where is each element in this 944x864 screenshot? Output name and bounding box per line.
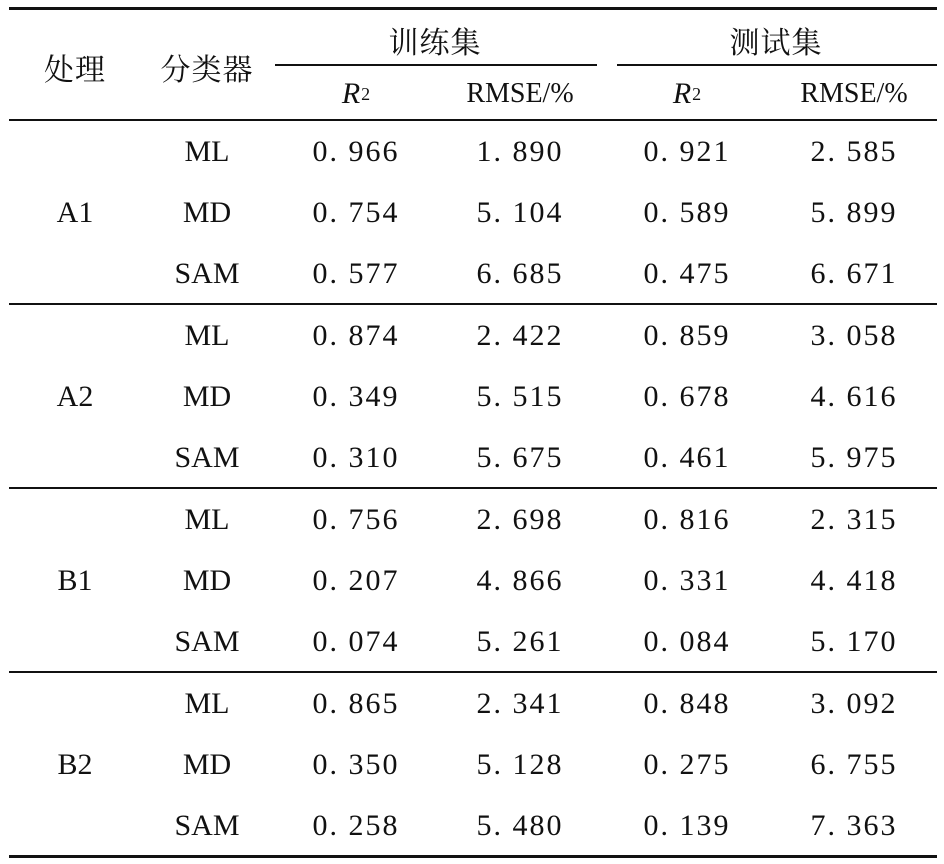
test-rmse-cell: 7. 363 bbox=[810, 809, 898, 843]
test-r2-cell: 0. 859 bbox=[643, 318, 731, 352]
r2-exponent: 2 bbox=[361, 83, 371, 104]
test-rmse-cell: 3. 058 bbox=[810, 318, 898, 352]
classifier-cell: ML bbox=[184, 318, 230, 352]
train-rmse-cell: 4. 866 bbox=[476, 564, 564, 598]
test-rmse-cell: 6. 755 bbox=[810, 748, 898, 782]
test-r2-cell: 0. 921 bbox=[643, 134, 731, 168]
test-rmse-cell: 4. 616 bbox=[810, 380, 898, 414]
train-r2-cell: 0. 258 bbox=[312, 809, 400, 843]
test-rmse-cell: 5. 170 bbox=[810, 625, 898, 659]
train-r2-cell: 0. 577 bbox=[312, 257, 400, 291]
train-r2-cell: 0. 756 bbox=[312, 502, 400, 536]
test-r2-cell: 0. 461 bbox=[643, 441, 731, 475]
classifier-cell: SAM bbox=[174, 441, 240, 475]
test-r2-cell: 0. 275 bbox=[643, 748, 731, 782]
test-r2-cell: 0. 589 bbox=[643, 196, 731, 230]
train-rmse-cell: 2. 341 bbox=[476, 686, 564, 720]
header-test-rmse: RMSE/% bbox=[800, 78, 908, 109]
train-r2-cell: 0. 074 bbox=[312, 625, 400, 659]
test-rmse-cell: 4. 418 bbox=[810, 564, 898, 598]
train-rmse-cell: 1. 890 bbox=[476, 134, 564, 168]
classifier-cell: SAM bbox=[174, 257, 240, 291]
train-rmse-cell: 5. 515 bbox=[476, 380, 564, 414]
header-train-group: 训练集 bbox=[388, 26, 482, 61]
test-r2-cell: 0. 678 bbox=[643, 380, 731, 414]
treatment-cell: B2 bbox=[57, 748, 93, 782]
test-rmse-cell: 5. 975 bbox=[810, 441, 898, 475]
test-r2-cell: 0. 331 bbox=[643, 564, 731, 598]
train-rmse-cell: 5. 128 bbox=[476, 748, 564, 782]
test-rmse-cell: 6. 671 bbox=[810, 257, 898, 291]
test-rmse-cell: 2. 315 bbox=[810, 502, 898, 536]
test-r2-cell: 0. 139 bbox=[643, 809, 731, 843]
test-r2-cell: 0. 848 bbox=[643, 686, 731, 720]
test-r2-cell: 0. 816 bbox=[643, 502, 731, 536]
test-rmse-cell: 5. 899 bbox=[810, 196, 898, 230]
classifier-cell: ML bbox=[184, 502, 230, 536]
classifier-cell: MD bbox=[182, 748, 232, 782]
train-r2-cell: 0. 310 bbox=[312, 441, 400, 475]
header-classifier: 分类器 bbox=[160, 53, 254, 88]
table-bottom-rule bbox=[9, 855, 937, 858]
test-rmse-cell: 2. 585 bbox=[810, 134, 898, 168]
train-r2-cell: 0. 865 bbox=[312, 686, 400, 720]
train-r2-cell: 0. 754 bbox=[312, 196, 400, 230]
train-rmse-cell: 5. 675 bbox=[476, 441, 564, 475]
header-train-rmse: RMSE/% bbox=[466, 78, 574, 109]
train-rmse-cell: 5. 104 bbox=[476, 196, 564, 230]
r2-exponent: 2 bbox=[692, 83, 702, 104]
train-r2-cell: 0. 350 bbox=[312, 748, 400, 782]
results-table bbox=[9, 7, 937, 859]
train-rmse-cell: 2. 698 bbox=[476, 502, 564, 536]
classifier-cell: MD bbox=[182, 564, 232, 598]
header-test-group: 测试集 bbox=[729, 26, 823, 61]
train-r2-cell: 0. 207 bbox=[312, 564, 400, 598]
test-group-rule bbox=[617, 64, 937, 66]
classifier-cell: ML bbox=[184, 686, 230, 720]
classifier-cell: ML bbox=[184, 134, 230, 168]
train-rmse-cell: 5. 261 bbox=[476, 625, 564, 659]
treatment-cell: A1 bbox=[56, 196, 94, 230]
table-top-rule bbox=[9, 7, 937, 10]
train-group-rule bbox=[275, 64, 597, 66]
header-train-r2 bbox=[273, 67, 439, 121]
r2-symbol: R bbox=[341, 77, 361, 110]
classifier-cell: SAM bbox=[174, 809, 240, 843]
classifier-cell: MD bbox=[182, 196, 232, 230]
test-r2-cell: 0. 475 bbox=[643, 257, 731, 291]
treatment-cell: A2 bbox=[56, 380, 94, 414]
test-rmse-cell: 3. 092 bbox=[810, 686, 898, 720]
train-rmse-cell: 5. 480 bbox=[476, 809, 564, 843]
train-r2-cell: 0. 874 bbox=[312, 318, 400, 352]
header-test-r2 bbox=[603, 67, 771, 121]
train-rmse-cell: 6. 685 bbox=[476, 257, 564, 291]
header-treatment: 处理 bbox=[44, 53, 106, 88]
test-r2-cell: 0. 084 bbox=[643, 625, 731, 659]
train-r2-cell: 0. 966 bbox=[312, 134, 400, 168]
train-rmse-cell: 2. 422 bbox=[476, 318, 564, 352]
r2-symbol: R bbox=[672, 77, 692, 110]
train-r2-cell: 0. 349 bbox=[312, 380, 400, 414]
classifier-cell: MD bbox=[182, 380, 232, 414]
treatment-cell: B1 bbox=[57, 564, 93, 598]
classifier-cell: SAM bbox=[174, 625, 240, 659]
